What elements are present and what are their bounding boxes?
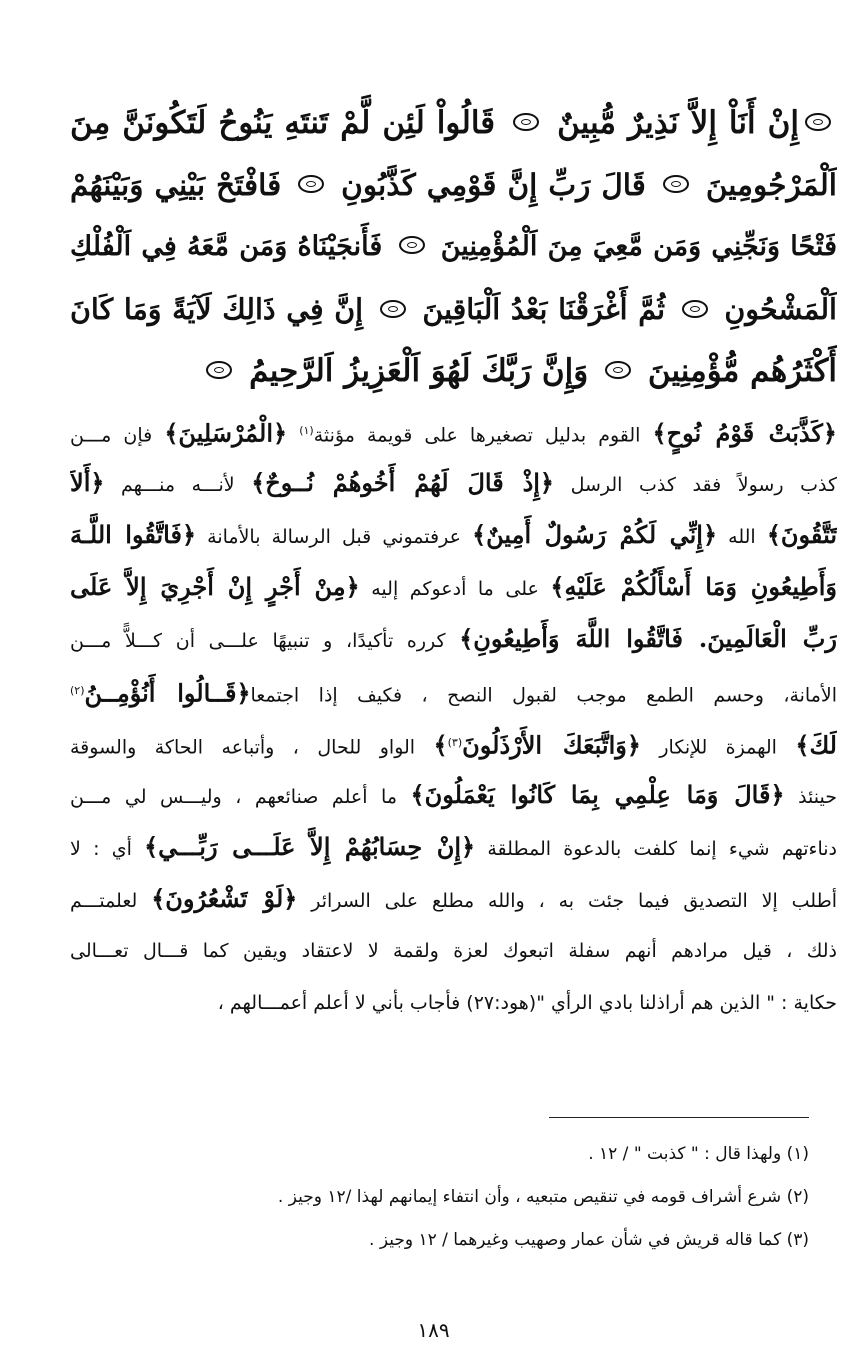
footnotes [70,1133,809,1262]
ayah-end-ornament-icon [682,300,708,318]
commentary-line [70,977,837,1029]
verse-segment: اَلْمَشْحُونِ [724,292,837,326]
commentary-segment: حكاية : " الذين هم أراذلنا بادي الرأي "(هود:٢٧) فأجاب بأني لا أعلم أعمـــالهم ، [217,992,837,1014]
quran-quotation: ﴿إِنْ حِسَابُهُمْ إِلاَّ عَلَـــى رَبِّـــي﴾ [144,832,476,861]
commentary-segment: كذب رسولاً فقد كذب الرسل [554,474,837,496]
page-number: ١٨٩ [417,1318,450,1342]
verse-segment: فَأَنجَيْنَاهُ وَمَن مَّعَهُ فِي اَلْفُلْكِ [70,231,383,262]
footnote-3: (٣) كما قاله قريش في شأن عمار وصهيب وغيرهما / ١٢ وجيز . [369,1230,809,1250]
quran-line [70,92,837,154]
commentary-line [70,561,837,613]
verse-segment: ثُمَّ أَغْرَقْنَا بَعْدُ اَلْبَاقِينَ [422,292,666,326]
verse-segment: قَالَ رَبِّ إِنَّ قَوْمِي كَذَّبُونِ [341,167,646,202]
commentary-line [70,717,837,769]
commentary-segment: الواو للحال ، وأتباعه الحاكة والسوقة [70,736,434,759]
quran-quotation: وَأَطِيعُونِ وَمَا أَسْأَلُكُمْ عَلَيْهِ﴾ [550,572,837,601]
quran-line [70,154,837,216]
commentary-segment: حينئذ [784,786,837,808]
quran-quotation: ﴿لَوْ تَشْعُرُونَ﴾ [151,884,298,913]
commentary-line [70,925,837,977]
commentary-line [70,613,837,665]
ayah-end-ornament-icon [513,113,539,131]
commentary-segment: ما أعلم صنائعهم ، وليـــس لي مـــن [70,786,411,808]
verse-segment: اَلْمَرْجُومِينَ [705,167,837,202]
ayah-end-ornament-icon [298,175,324,193]
commentary-segment: الله [717,526,767,548]
commentary-line [70,457,837,509]
commentary-line [70,769,837,821]
quran-quotation: ﴿مِنْ أَجْرٍ إِنْ أَجْرِيَ إِلاَّ عَلَى [70,572,360,601]
quran-quotation: ﴿قَالَ وَمَا عِلْمِي بِمَا كَانُوا يَعْمَلُونَ﴾ [410,780,785,809]
ayah-end-ornament-icon [399,236,425,254]
commentary-line [70,821,837,873]
footnote-2: (٢) شرع أشراف قومه في تنقيص متبعيه ، وأن انتفاء إيمانهم لهذا /١٢ وجيز . [277,1187,809,1207]
ayah-end-ornament-icon [805,113,831,131]
quran-quotation: ﴿الْمُرْسَلِينَ﴾ [164,418,288,448]
verse-segment: إِنْ أَنَاْ إِلاَّ نَذِيرٌ مُّبِينٌ [557,105,799,141]
commentary-segment: فإن مـــن [70,424,165,447]
ayah-end-ornament-icon [206,361,232,379]
quran-verses [70,92,837,402]
quran-quotation: لَكَ﴾ [795,730,837,760]
commentary-segment [287,424,299,446]
commentary-segment: عرفتموني قبل الرسالة بالأمانة [196,526,473,548]
quran-line [70,278,837,340]
verse-segment: قَالُواْ لَئِن لَّمْ تَنتَهِ يَنُوحُ لَتَكُونَنَّ مِنَ [70,105,496,141]
commentary-line [70,509,837,561]
verse-segment: فَافْتَحْ بَيْنِي وَبَيْنَهُمْ [70,167,282,202]
quran-quotation: تَتَّقُونَ﴾ [766,520,837,549]
quran-quotation: ﴿قَــالُوا أَنُؤْمِــنُ [84,678,251,708]
quran-quotation: ﴿وَاتَّبَعَكَ الأَرْذَلُونَ [462,730,641,760]
commentary-text [70,405,837,1029]
commentary-segment: ذلك ، قيل مرادهم أنهم سفلة اتبعوك لعزة ولقمة لا لاعتقاد ويقين كما قـــال تعـــالى [70,940,837,962]
commentary-segment: الأمانة، وحسم الطمع موجب لقبول النصح ، فكيف إذا اجتمعا [250,684,837,707]
quran-quotation: ﴿أَلاَ [70,468,105,497]
commentary-segment: القوم بدليل تصغيرها على قويمة مؤنثة [313,424,653,447]
footnote-1: (١) ولهذا قال : " كذبت " / ١٢ . [588,1144,809,1164]
commentary-segment: لأنـــه منـــهم [104,474,252,496]
quran-line [70,216,837,278]
quran-quotation: ﴿إِنِّي لَكُمْ رَسُولٌ أَمِينٌ﴾ [472,520,718,549]
footnote-reference: (١) [299,424,314,437]
quran-quotation: ﴿إِذْ قَالَ لَهُمْ أَخُوهُمْ نُــوحٌ﴾ [251,468,554,497]
commentary-segment: لعلمتـــم [70,890,152,912]
ayah-end-ornament-icon [663,175,689,193]
footnote-divider [549,1117,809,1118]
quran-line [70,340,837,402]
quran-quotation: ﴾ [433,730,448,760]
commentary-segment: على ما أدعوكم إليه [359,578,551,600]
footnote-reference: (٢) [70,684,85,697]
verse-segment: فَتْحًا وَنَجِّنِي وَمَن مَّعِيَ مِنَ اَلْمُؤْمِنِينَ [440,231,837,262]
verse-segment: وَإِنَّ رَبَّكَ لَهُوَ اَلْعَزِيزُ اَلرَّحِيمُ [249,353,589,389]
commentary-segment: دناءتهم شيء إنما كلفت بالدعوة المطلقة [475,838,837,860]
commentary-segment: الهمزة للإنكار [640,736,796,759]
commentary-line [70,405,837,457]
quran-quotation: ﴿فَاتَّقُوا اللَّـهَ [70,520,197,549]
verse-segment: أَكْثَرُهُم مُّؤْمِنِينَ [647,353,837,389]
commentary-line [70,665,837,717]
ayah-end-ornament-icon [605,361,631,379]
ayah-end-ornament-icon [380,300,406,318]
commentary-segment: أطلب إلا التصديق فيما جئت به ، والله مطلع على السرائر [297,890,837,912]
quran-quotation: ﴿كَذَّبَتْ قَوْمُ نُوحٍ﴾ [652,418,837,448]
footnote-reference: (٣) [447,736,463,749]
commentary-segment: كرره تأكيدًا، و تنبيهًا علـــى أن كـــلاًّ مـــن [70,630,460,652]
commentary-segment: أي : لا [70,838,145,860]
commentary-line [70,873,837,925]
verse-segment: إِنَّ فِي ذَالِكَ لَآيَةً وَمَا كَانَ [70,292,364,326]
quran-quotation: رَبِّ الْعَالَمِينَ. فَاتَّقُوا اللَّهَ وَأَطِيعُونِ﴾ [459,624,837,653]
